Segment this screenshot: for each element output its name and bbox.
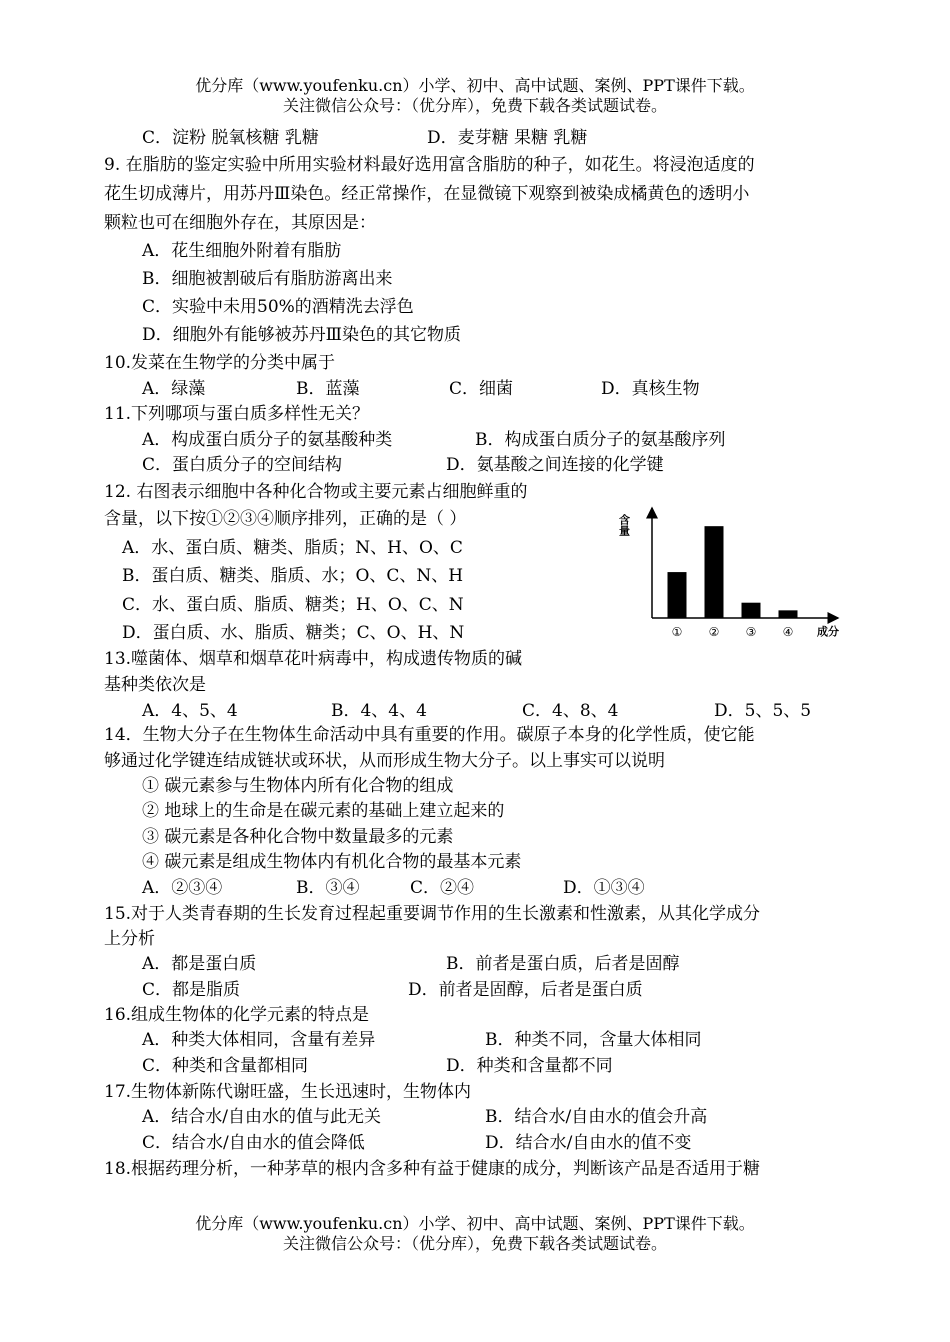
q17-option-b: B．结合水/自由水的值会升高 <box>485 1107 708 1127</box>
q15-stem-line-1: 15.对于人类青春期的生长发育过程起重要调节作用的生长激素和性激素，从其化学成分 <box>104 904 761 924</box>
q17-stem: 17.生物体新陈代谢旺盛，生长迅速时，生物体内 <box>104 1082 472 1102</box>
q14-option-c: C．②④ <box>410 878 475 898</box>
q13-stem-line-1: 13.噬菌体、烟草和烟草花叶病毒中，构成遗传物质的碱 <box>104 649 523 669</box>
q12-option-d: D．蛋白质、水、脂质、糖类；C、O、H、N <box>122 623 465 643</box>
q14-statement-3: ③ 碳元素是各种化合物中数量最多的元素 <box>142 827 454 847</box>
q16-option-c: C．种类和含量都相同 <box>142 1056 309 1076</box>
header-line-1: 优分库（www.youfenku.cn）小学、初中、高中试题、案例、PPT课件下载。 <box>195 76 755 95</box>
q15-option-d: D．前者是固醇，后者是蛋白质 <box>408 980 643 1000</box>
q14-stem-line-1: 14．生物大分子在生物体生命活动中具有重要的作用。碳原子本身的化学性质，使它能 <box>104 725 755 745</box>
q11-option-b: B．构成蛋白质分子的氨基酸序列 <box>475 430 726 450</box>
q13-option-b: B．4、4、4 <box>331 701 427 721</box>
q16-stem: 16.组成生物体的化学元素的特点是 <box>104 1005 370 1025</box>
q15-option-c: C．都是脂质 <box>142 980 241 1000</box>
q8-option-c: C．淀粉 脱氧核糖 乳糖 <box>142 128 319 148</box>
q16-option-d: D．种类和含量都不同 <box>446 1056 613 1076</box>
q10-option-b: B．蓝藻 <box>296 379 360 399</box>
footer-line-2: 关注微信公众号：（优分库），免费下载各类试题试卷。 <box>282 1234 667 1253</box>
q9-option-b: B．细胞被割破后有脂肪游离出来 <box>142 269 393 289</box>
q9-option-c: C．实验中未用50%的酒精洗去浮色 <box>142 297 414 317</box>
q11-option-d: D．氨基酸之间连接的化学键 <box>446 455 664 475</box>
q14-statement-4: ④ 碳元素是组成生物体内有机化合物的最基本元素 <box>142 852 522 872</box>
q12-option-b: B．蛋白质、糖类、脂质、水；O、C、N、H <box>122 566 464 586</box>
q13-stem-line-2: 基种类依次是 <box>104 675 206 695</box>
q17-option-a: A．结合水/自由水的值与此无关 <box>142 1107 382 1127</box>
q9-stem-line-3: 颗粒也可在细胞外存在，其原因是： <box>104 213 376 233</box>
x-tick-label-2: ② <box>708 625 720 639</box>
x-tick-label-4: ④ <box>782 625 794 639</box>
q11-option-c: C．蛋白质分子的空间结构 <box>142 455 343 475</box>
q13-option-a: A．4、5、4 <box>142 701 238 721</box>
bar-1 <box>668 572 687 618</box>
q11-stem: 11.下列哪项与蛋白质多样性无关？ <box>104 404 370 424</box>
q12-stem-line-2: 含量，以下按①②③④顺序排列，正确的是（ ） <box>104 509 467 529</box>
q8-option-d: D．麦芽糖 果糖 乳糖 <box>427 128 588 148</box>
bar-4 <box>779 610 798 618</box>
q9-stem-line-2: 花生切成薄片，用苏丹Ⅲ染色。经正常操作，在显微镜下观察到被染成橘黄色的透明小 <box>104 184 750 204</box>
x-tick-label-1: ① <box>671 625 683 639</box>
bar-2 <box>705 526 724 618</box>
q18-stem-line-1: 18.根据药理分析，一种茅草的根内含多种有益于健康的成分，判断该产品是否适用于糖 <box>104 1159 761 1179</box>
q12-option-a: A．水、蛋白质、糖类、脂质；N、H、O、C <box>122 538 463 558</box>
q9-option-a: A．花生细胞外附着有脂肪 <box>142 241 342 261</box>
q15-stem-line-2: 上分析 <box>104 929 155 949</box>
q14-statement-1: ① 碳元素参与生物体内所有化合物的组成 <box>142 776 454 796</box>
q14-statement-2: ② 地球上的生命是在碳元素的基础上建立起来的 <box>142 801 505 821</box>
q11-option-a: A．构成蛋白质分子的氨基酸种类 <box>142 430 393 450</box>
q16-option-a: A．种类大体相同，含量有差异 <box>142 1030 376 1050</box>
q14-option-a: A．②③④ <box>142 878 223 898</box>
q10-option-c: C．细菌 <box>449 379 514 399</box>
y-axis-label: 含量 <box>617 514 631 536</box>
q13-option-d: D．5、5、5 <box>714 701 812 721</box>
bar-3 <box>742 603 761 618</box>
header-line-2: 关注微信公众号：（优分库），免费下载各类试题试卷。 <box>282 96 667 115</box>
q10-stem: 10.发菜在生物学的分类中属于 <box>104 353 336 373</box>
q9-stem-line-1: 9. 在脂肪的鉴定实验中所用实验材料最好选用富含脂肪的种子，如花生。将浸泡适度的 <box>104 155 755 175</box>
q12-stem-line-1: 12. 右图表示细胞中各种化合物或主要元素占细胞鲜重的 <box>104 482 528 502</box>
q13-option-c: C．4、8、4 <box>522 701 619 721</box>
q14-stem-line-2: 够通过化学键连结成链状或环状，从而形成生物大分子。以上事实可以说明 <box>104 751 665 771</box>
q17-option-d: D．结合水/自由水的值不变 <box>485 1133 692 1153</box>
q16-option-b: B．种类不同，含量大体相同 <box>485 1030 702 1050</box>
footer-line-1: 优分库（www.youfenku.cn）小学、初中、高中试题、案例、PPT课件下载。 <box>195 1214 755 1233</box>
x-axis-label: 成分 <box>817 625 839 638</box>
q9-option-d: D．细胞外有能够被苏丹Ⅲ染色的其它物质 <box>142 325 462 345</box>
x-tick-label-3: ③ <box>745 625 757 639</box>
q17-option-c: C．结合水/自由水的值会降低 <box>142 1133 365 1153</box>
q14-option-d: D．①③④ <box>563 878 645 898</box>
q14-option-b: B．③④ <box>296 878 360 898</box>
q12-option-c: C．水、蛋白质、脂质、糖类；H、O、C、N <box>122 595 464 615</box>
q10-option-a: A．绿藻 <box>142 379 206 399</box>
q10-option-d: D．真核生物 <box>601 379 700 399</box>
q15-option-b: B．前者是蛋白质，后者是固醇 <box>446 954 680 974</box>
q15-option-a: A．都是蛋白质 <box>142 954 257 974</box>
composition-bar-chart <box>617 500 852 645</box>
